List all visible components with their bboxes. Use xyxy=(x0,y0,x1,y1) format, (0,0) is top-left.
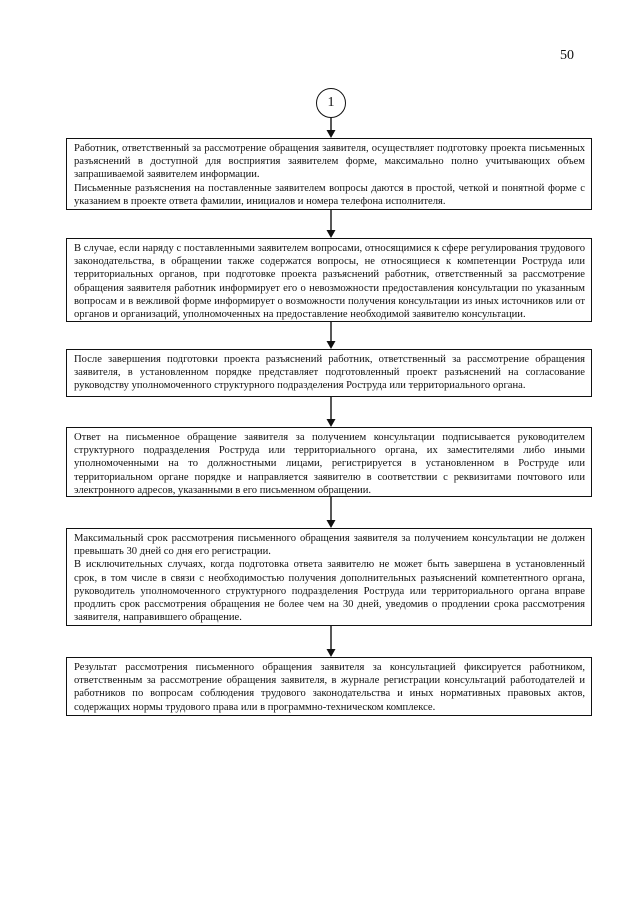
flow-arrow-4 xyxy=(321,397,341,427)
process-step-submit-for-approval xyxy=(66,349,592,397)
process-step-out-of-scope-questions xyxy=(66,238,592,322)
step-text: После завершения подготовки проекта разъяснений работник, ответственный за рассмотрение обращения заявителя, в установленном порядке представляет подготовленный проект разъяснений на согласование руководству уполномоченного структурного подразделения Роструда или территориального органа. xyxy=(74,354,585,392)
connector-label: 1 xyxy=(327,95,335,110)
flow-arrow-6 xyxy=(321,626,341,657)
process-step-record-result xyxy=(66,657,592,716)
flow-arrow-5 xyxy=(321,497,341,528)
flow-arrow-1 xyxy=(321,118,341,138)
page-number: 50 xyxy=(560,48,574,63)
flow-arrow-3 xyxy=(321,322,341,349)
process-step-sign-and-send xyxy=(66,427,592,497)
step-text: В исключительных случаях, когда подготовка ответа заявителю не может быть завершена в установленный срок, в том числе в связи с необходимостью получения дополнительных разъяснений компетентного органа, руководитель уполномоченного структурного подразделения Роструда или территориального органа вправе продлить срок рассмотрения обращения не более чем на 30 дней, уведомив о продлении срока рассмотрения заявителя, направившего обращение. xyxy=(74,559,585,624)
step-text: Работник, ответственный за рассмотрение обращения заявителя, осуществляет подготовку проекта письменных разъяснений в доступной для восприятия заявителем форме, максимально полно учитывающих объем запрашиваемой заявителем информации. xyxy=(74,143,585,181)
step-text: Результат рассмотрения письменного обращения заявителя за консультацией фиксируется работником, ответственным за рассмотрение обращения заявителя, в журнале регистрации консультаций работодателей и работников по вопросам соблюдения трудового законодательства и иных нормативных правовых актов, содержащих нормы трудового права или в программно-техническом комплексе. xyxy=(74,662,585,713)
step-text: Максимальный срок рассмотрения письменного обращения заявителя за получением консультации не должен превышать 30 дней со дня его регистрации. xyxy=(74,533,585,558)
step-text: В случае, если наряду с поставленными заявителем вопросами, относящимися к сфере регулирования трудового законодательства, в обращении также содержатся вопросы, не относящиеся к компетенции Роструда или территориальных органов, при подготовке проекта разъяснений работник, ответственный за рассмотрение обращения заявителя работник информирует его о невозможности предоставления консультации по указанным вопросам и в вежливой форме информирует о возможности получения консультации из иных источников или от органов и организаций, уполномоченных на предоставление необходимой заявителю консультации. xyxy=(74,243,585,321)
step-text: Ответ на письменное обращение заявителя за получением консультации подписывается руководителем структурного подразделения Роструда или территориального органа, их заместителями либо иными уполномоченными на то должностными лицами, регистрируется в установленном в Роструде или территориальном органе порядке и направляется заявителю в соответствии с реквизитами почтового или электронного адресов, указанными в его письменном обращении. xyxy=(74,432,585,496)
step-text: Письменные разъяснения на поставленные заявителем вопросы даются в простой, четкой и понятной форме с указанием в проекте ответа фамилии, инициалов и номера телефона исполнителя. xyxy=(74,182,585,207)
process-step-prepare-draft xyxy=(66,138,592,210)
flow-connector-circle xyxy=(316,88,346,118)
flow-arrow-2 xyxy=(321,210,341,238)
process-step-deadline xyxy=(66,528,592,626)
